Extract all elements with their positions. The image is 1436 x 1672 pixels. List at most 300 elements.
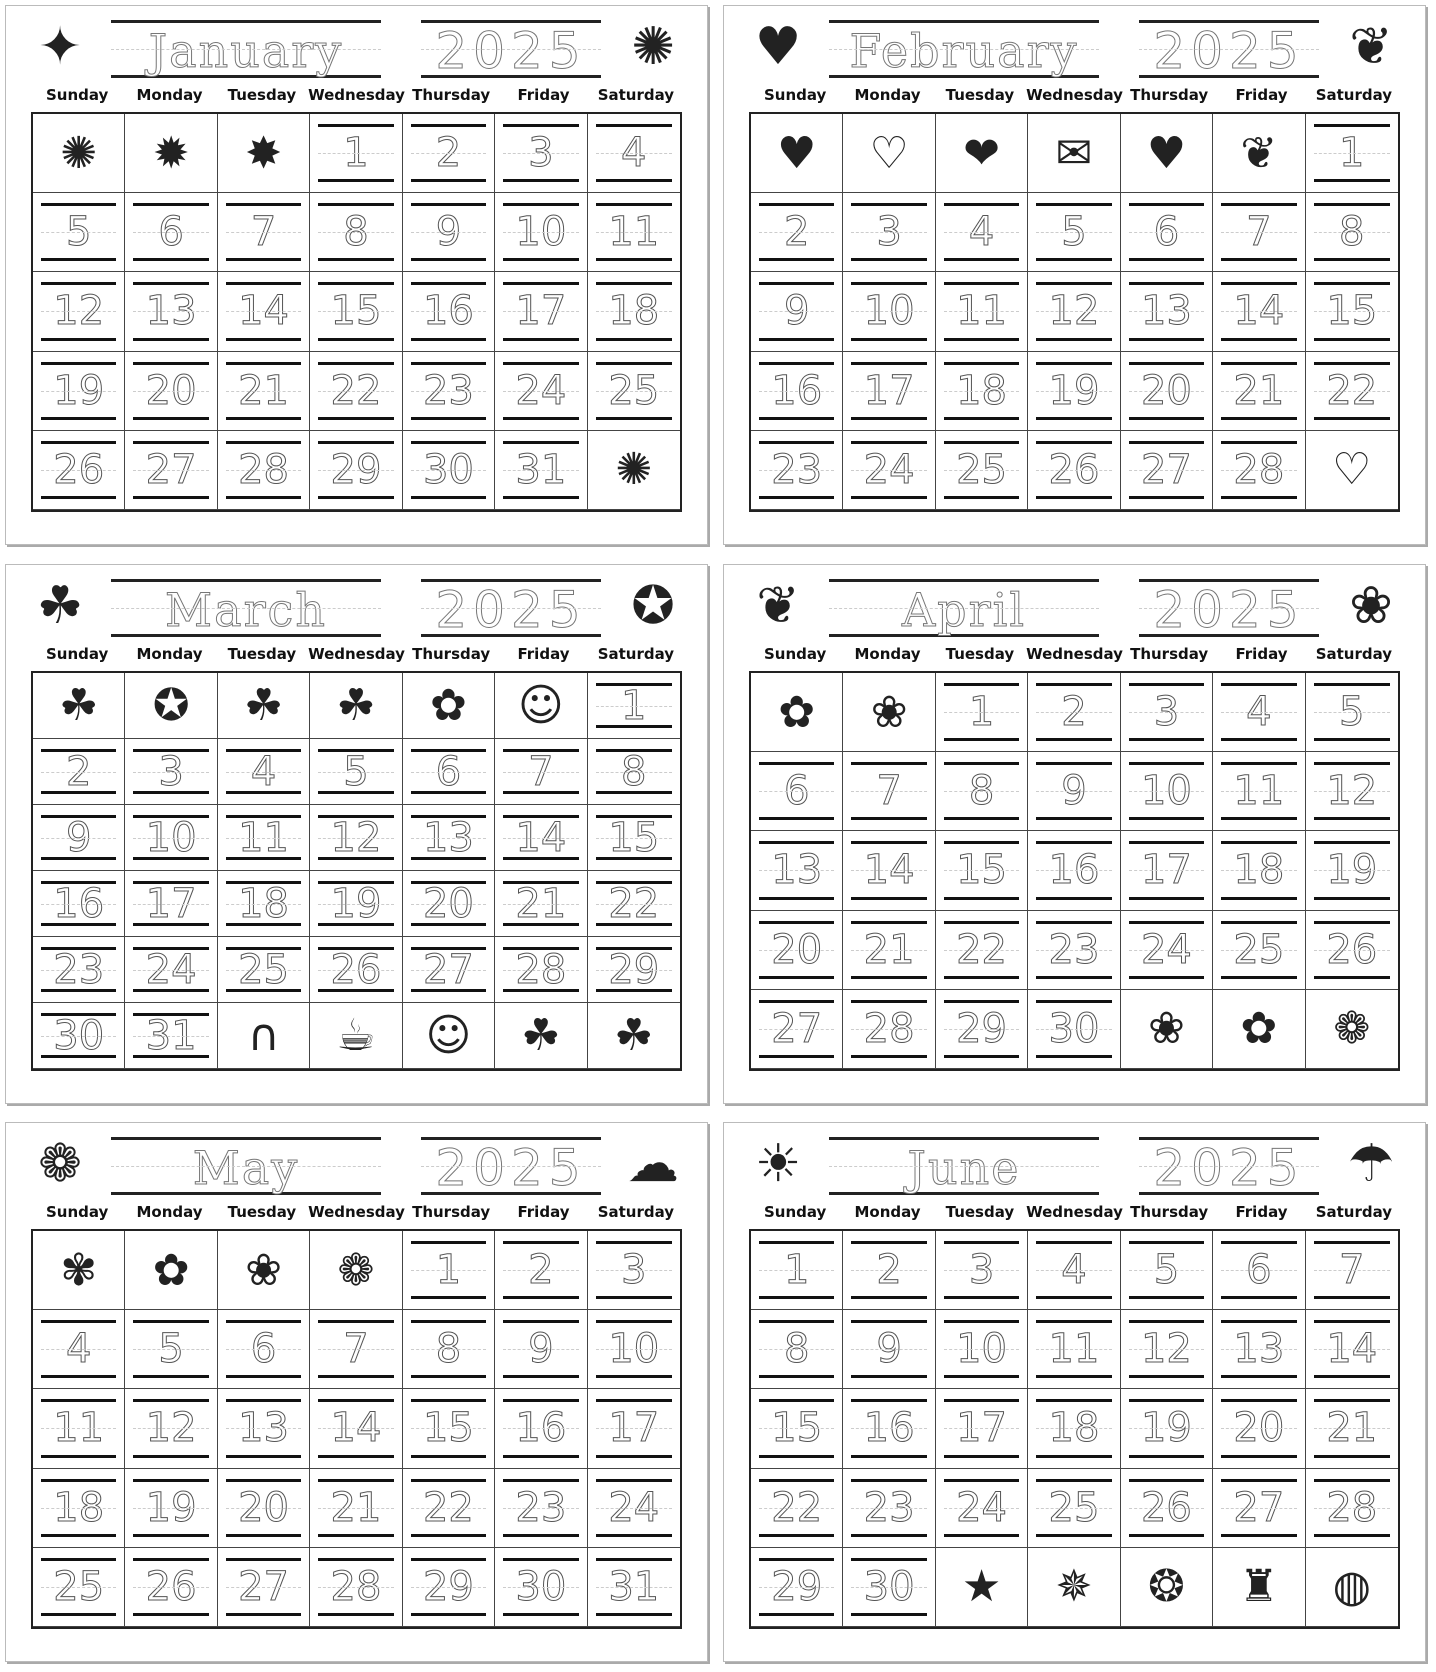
tracing-number: 9: [503, 1320, 578, 1378]
date-cell: [1213, 673, 1305, 752]
date-cell: [495, 1548, 587, 1627]
date-cell: [33, 871, 125, 937]
heart-chick-icon: ♥: [1146, 127, 1187, 179]
leprechaun-hat-icon: ☘: [36, 576, 84, 636]
tracing-number: 2: [759, 203, 834, 261]
picture-cell: [936, 114, 1028, 193]
date-cell: [403, 1548, 495, 1627]
tracing-number: 11: [1036, 1320, 1111, 1378]
tracing-number: 7: [503, 749, 578, 794]
tracing-number: 8: [759, 1320, 834, 1378]
date-cell: [310, 739, 402, 805]
date-cell: [1213, 752, 1305, 831]
date-cell: [588, 805, 680, 871]
date-cell: [495, 937, 587, 1003]
tracing-number: 18: [1221, 841, 1296, 899]
tracing-number: 9: [411, 203, 486, 261]
tracing-number: 29: [318, 441, 393, 499]
date-cell: [936, 1469, 1028, 1548]
tracing-number: 28: [1314, 1479, 1390, 1537]
date-cell: [936, 673, 1028, 752]
tracing-number: 9: [851, 1320, 926, 1378]
tracing-number: 9: [1036, 762, 1111, 820]
date-cell: [218, 871, 310, 937]
tracing-number: 24: [944, 1479, 1019, 1537]
date-cell: [1028, 1310, 1120, 1389]
tracing-number: 29: [759, 1558, 834, 1616]
tracing-number: 17: [851, 362, 926, 420]
picture-cell: [218, 114, 310, 193]
tracing-number: 8: [1314, 203, 1390, 261]
day-header: Tuesday: [227, 1203, 297, 1221]
date-cell: [403, 114, 495, 193]
date-cell: [33, 1310, 125, 1389]
picture-cell: [310, 1231, 402, 1310]
date-cell: [403, 1469, 495, 1548]
tracing-number: 23: [41, 947, 116, 992]
tracing-number: 16: [41, 881, 116, 926]
date-cell: [1028, 431, 1120, 510]
sandcastle-icon: ♜: [1239, 1561, 1279, 1613]
picture-cell: [1028, 114, 1120, 193]
date-cell: [1121, 352, 1213, 431]
tracing-number: 10: [596, 1320, 672, 1378]
date-cell: [125, 937, 217, 1003]
date-cell: [125, 739, 217, 805]
tracing-number: 13: [133, 282, 208, 340]
date-cell: [310, 1310, 402, 1389]
date-cell: [495, 1469, 587, 1548]
date-cell: [1028, 272, 1120, 351]
tracing-number: 22: [944, 921, 1019, 979]
leprechaun-icon: ☺: [517, 680, 564, 731]
tracing-number: 19: [318, 881, 393, 926]
tracing-number: 13: [226, 1399, 301, 1457]
date-cell: [33, 431, 125, 510]
day-header: Saturday: [597, 1203, 675, 1221]
tracing-number: 18: [41, 1479, 116, 1537]
day-header: Wednesday: [308, 86, 405, 104]
date-cell: [310, 805, 402, 871]
date-cell: [33, 352, 125, 431]
tracing-number: 13: [1129, 282, 1204, 340]
date-cell: [125, 193, 217, 272]
tracing-number: 1: [759, 1241, 834, 1299]
tracing-number: 17: [133, 881, 208, 926]
tracing-number: 17: [944, 1399, 1019, 1457]
clover-flowers-icon: ✿: [429, 680, 467, 731]
tracing-number: 1: [318, 124, 393, 182]
day-header: Thursday: [1130, 645, 1209, 663]
tracing-number: 8: [944, 762, 1019, 820]
tracing-number: 1: [596, 683, 672, 728]
tracing-number: 7: [1314, 1241, 1390, 1299]
tracing-number: 6: [1129, 203, 1204, 261]
tracing-number: 13: [759, 841, 834, 899]
date-cell: [588, 673, 680, 739]
heart-hands-icon: ♥: [754, 17, 802, 77]
picture-cell: [751, 673, 843, 752]
date-cell: [1121, 1389, 1213, 1468]
date-cell: [588, 871, 680, 937]
date-cell: [843, 752, 935, 831]
tracing-number: 19: [1036, 362, 1111, 420]
hearts-icon: ♡: [869, 127, 909, 179]
date-cell: [588, 352, 680, 431]
date-cell: [310, 193, 402, 272]
tracing-number: 30: [411, 441, 486, 499]
date-cell: [125, 352, 217, 431]
tracing-number: 21: [318, 1479, 393, 1537]
tracing-number: 31: [503, 441, 578, 499]
tracing-number: 17: [1129, 841, 1204, 899]
heart-balloons-icon: ❤: [963, 127, 1000, 179]
date-cell: [751, 1548, 843, 1627]
tracing-number: 1: [944, 683, 1019, 741]
month-title: April: [829, 579, 1099, 637]
tracing-number: 3: [503, 124, 578, 182]
day-header: Friday: [1235, 86, 1288, 104]
tracing-number: 19: [1314, 841, 1390, 899]
date-cell: [1121, 272, 1213, 351]
date-cell: [310, 431, 402, 510]
tracing-number: 4: [41, 1320, 116, 1378]
date-cell: [218, 272, 310, 351]
tracing-number: 6: [411, 749, 486, 794]
day-header: Sunday: [764, 1203, 827, 1221]
tracing-number: 14: [1314, 1320, 1390, 1378]
picture-cell: [33, 1231, 125, 1310]
day-header: Monday: [136, 1203, 203, 1221]
date-cell: [125, 805, 217, 871]
date-cell: [218, 431, 310, 510]
picture-cell: [218, 1231, 310, 1310]
tracing-number: 18: [944, 362, 1019, 420]
tracing-number: 22: [596, 881, 672, 926]
tracing-number: 21: [503, 881, 578, 926]
date-cell: [936, 352, 1028, 431]
date-cell: [936, 911, 1028, 990]
date-cell: [310, 272, 402, 351]
tracing-number: 4: [226, 749, 301, 794]
tracing-number: 3: [133, 749, 208, 794]
heart-box-icon: ♥: [776, 127, 817, 179]
date-cell: [1121, 673, 1213, 752]
tracing-number: 12: [1036, 282, 1111, 340]
snail-shell-icon: ❂: [1147, 1561, 1185, 1613]
date-cell: [495, 1310, 587, 1389]
tracing-number: 22: [411, 1479, 486, 1537]
picture-cell: [125, 114, 217, 193]
happy-st-patricks-icon: ☘: [521, 1010, 561, 1061]
day-header: Wednesday: [308, 1203, 405, 1221]
tracing-number: 11: [226, 815, 301, 860]
day-header: Thursday: [1130, 1203, 1209, 1221]
year-title: 2025: [1139, 1137, 1319, 1195]
firework-icon: ✺: [60, 127, 98, 179]
tracing-number: 4: [1036, 1241, 1111, 1299]
date-cell: [843, 431, 935, 510]
date-cell: [751, 193, 843, 272]
tracing-number: 20: [759, 921, 834, 979]
tracing-number: 20: [1129, 362, 1204, 420]
date-cell: [495, 805, 587, 871]
date-cell: [33, 739, 125, 805]
date-cell: [1121, 193, 1213, 272]
tracing-number: 30: [1036, 1000, 1111, 1058]
tracing-number: 18: [226, 881, 301, 926]
firework-icon: ✸: [245, 127, 282, 179]
date-cell: [495, 272, 587, 351]
date-cell: [125, 431, 217, 510]
tracing-number: 25: [226, 947, 301, 992]
date-cell: [588, 1469, 680, 1548]
tracing-number: 12: [41, 282, 116, 340]
tracing-number: 4: [596, 124, 672, 182]
date-cell: [588, 114, 680, 193]
tracing-number: 4: [944, 203, 1019, 261]
date-cell: [403, 193, 495, 272]
picture-cell: [1028, 1548, 1120, 1627]
date-cell: [310, 1469, 402, 1548]
tracing-number: 23: [1036, 921, 1111, 979]
tracing-number: 9: [41, 815, 116, 860]
day-headers: [749, 1203, 1400, 1221]
tracing-number: 26: [1314, 921, 1390, 979]
tracing-number: 13: [411, 815, 486, 860]
date-cell: [1213, 431, 1305, 510]
starfish-icon: ★: [961, 1561, 1002, 1613]
date-cell: [403, 1231, 495, 1310]
date-cell: [125, 1548, 217, 1627]
tracing-number: 5: [1036, 203, 1111, 261]
date-cell: [1121, 1469, 1213, 1548]
date-cell: [1306, 911, 1398, 990]
tracing-number: 14: [226, 282, 301, 340]
tracing-number: 11: [944, 282, 1019, 340]
tracing-number: 20: [133, 362, 208, 420]
month-panel-march: [5, 564, 708, 1104]
date-cell: [1306, 114, 1398, 193]
tracing-number: 10: [944, 1320, 1019, 1378]
date-cell: [843, 1548, 935, 1627]
date-cell: [751, 990, 843, 1069]
tracing-number: 21: [851, 921, 926, 979]
picture-cell: [843, 114, 935, 193]
tracing-number: 3: [851, 203, 926, 261]
tracing-number: 15: [1314, 282, 1390, 340]
date-cell: [495, 431, 587, 510]
tracing-number: 23: [759, 441, 834, 499]
date-cell: [218, 1310, 310, 1389]
tracing-number: 30: [41, 1013, 116, 1058]
tracing-number: 17: [596, 1399, 672, 1457]
day-headers: [31, 645, 682, 663]
date-cell: [751, 1231, 843, 1310]
tracing-number: 24: [1129, 921, 1204, 979]
tracing-number: 16: [851, 1399, 926, 1457]
date-cell: [1028, 352, 1120, 431]
day-header: Saturday: [1315, 86, 1393, 104]
date-cell: [843, 193, 935, 272]
tracing-number: 8: [318, 203, 393, 261]
tracing-number: 30: [851, 1558, 926, 1616]
tracing-number: 24: [503, 362, 578, 420]
flower-icon: ✿: [152, 1244, 190, 1296]
tracing-number: 19: [133, 1479, 208, 1537]
day-header: Sunday: [46, 86, 109, 104]
date-cell: [1306, 1389, 1398, 1468]
date-cell: [33, 805, 125, 871]
picture-cell: [403, 673, 495, 739]
day-header: Tuesday: [945, 86, 1015, 104]
picture-cell: [843, 673, 935, 752]
date-cell: [751, 272, 843, 351]
gift-icon: ✉: [1055, 127, 1093, 179]
date-cell: [1028, 990, 1120, 1069]
tracing-number: 6: [1221, 1241, 1296, 1299]
firework-icon: ✹: [152, 127, 190, 179]
date-cell: [495, 1389, 587, 1468]
day-header: Wednesday: [1026, 86, 1123, 104]
tracing-number: 6: [759, 762, 834, 820]
day-header: Tuesday: [227, 86, 297, 104]
date-cell: [1213, 911, 1305, 990]
tracing-number: 10: [503, 203, 578, 261]
tracing-number: 11: [1221, 762, 1296, 820]
tracing-number: 8: [596, 749, 672, 794]
picture-cell: [1306, 431, 1398, 510]
date-cell: [751, 1389, 843, 1468]
date-cell: [1213, 831, 1305, 910]
tracing-number: 11: [596, 203, 672, 261]
picture-cell: [33, 114, 125, 193]
date-cell: [843, 990, 935, 1069]
day-header: Monday: [136, 645, 203, 663]
tracing-number: 28: [1221, 441, 1296, 499]
date-cell: [33, 193, 125, 272]
tracing-number: 2: [503, 1241, 578, 1299]
tracing-number: 29: [596, 947, 672, 992]
picture-cell: [33, 673, 125, 739]
date-cell: [1306, 673, 1398, 752]
date-cell: [403, 805, 495, 871]
tracing-number: 15: [596, 815, 672, 860]
calendar-grid: [749, 1229, 1400, 1629]
tracing-number: 23: [503, 1479, 578, 1537]
picture-cell: [588, 1003, 680, 1069]
date-cell: [403, 739, 495, 805]
day-header: Sunday: [46, 1203, 109, 1221]
tracing-number: 28: [318, 1558, 393, 1616]
tracing-number: 25: [596, 362, 672, 420]
day-header: Friday: [517, 1203, 570, 1221]
day-header: Saturday: [597, 645, 675, 663]
flower-icon: ❁: [337, 1244, 375, 1296]
tracing-number: 7: [1221, 203, 1296, 261]
date-cell: [1028, 193, 1120, 272]
picture-cell: [1306, 1548, 1398, 1627]
date-cell: [1121, 911, 1213, 990]
day-headers: [31, 1203, 682, 1221]
tracing-number: 9: [759, 282, 834, 340]
tracing-number: 8: [411, 1320, 486, 1378]
tracing-number: 30: [503, 1558, 578, 1616]
day-header: Sunday: [46, 645, 109, 663]
tracing-number: 19: [1129, 1399, 1204, 1457]
day-header: Sunday: [764, 86, 827, 104]
butterfly-icon: ❦: [756, 576, 800, 636]
date-cell: [125, 1310, 217, 1389]
date-cell: [1213, 193, 1305, 272]
leprechaun-icon: ☺: [425, 1010, 472, 1061]
tracing-number: 14: [1221, 282, 1296, 340]
tracing-number: 18: [1036, 1399, 1111, 1457]
day-header: Friday: [517, 86, 570, 104]
clovers-icon: ☘: [614, 1010, 654, 1061]
picture-cell: [218, 673, 310, 739]
flower-icon: ❀: [1147, 1003, 1185, 1055]
calendar-grid: [31, 671, 682, 1071]
month-title: March: [111, 579, 381, 637]
balloons-icon: ☘: [58, 680, 99, 731]
picture-cell: [1213, 1548, 1305, 1627]
date-cell: [310, 871, 402, 937]
tracing-number: 19: [41, 362, 116, 420]
tracing-number: 25: [41, 1558, 116, 1616]
picture-cell: [751, 114, 843, 193]
picture-cell: [1213, 990, 1305, 1069]
tracing-number: 25: [1036, 1479, 1111, 1537]
tracing-number: 16: [411, 282, 486, 340]
tracing-number: 7: [226, 203, 301, 261]
tracing-number: 16: [759, 362, 834, 420]
date-cell: [936, 752, 1028, 831]
month-title: May: [111, 1137, 381, 1195]
date-cell: [1028, 752, 1120, 831]
tracing-number: 29: [411, 1558, 486, 1616]
date-cell: [1306, 272, 1398, 351]
tracing-number: 24: [133, 947, 208, 992]
tracing-number: 7: [318, 1320, 393, 1378]
date-cell: [588, 1389, 680, 1468]
date-cell: [403, 1389, 495, 1468]
day-header: Sunday: [764, 645, 827, 663]
picture-cell: [125, 1231, 217, 1310]
tracing-number: 26: [1036, 441, 1111, 499]
date-cell: [403, 272, 495, 351]
sun-cloud-icon: ☀: [754, 1134, 802, 1194]
date-cell: [1213, 1231, 1305, 1310]
tracing-number: 24: [596, 1479, 672, 1537]
picture-cell: [310, 673, 402, 739]
day-header: Monday: [136, 86, 203, 104]
date-cell: [1028, 831, 1120, 910]
tracing-number: 10: [851, 282, 926, 340]
calendar-grid: [31, 1229, 682, 1629]
date-cell: [936, 193, 1028, 272]
tracing-number: 26: [1129, 1479, 1204, 1537]
tracing-number: 12: [1129, 1320, 1204, 1378]
pot-of-gold-icon: ✪: [631, 576, 675, 636]
date-cell: [1121, 431, 1213, 510]
seashell-icon: ✵: [1055, 1561, 1093, 1613]
tracing-number: 2: [851, 1241, 926, 1299]
date-cell: [403, 1310, 495, 1389]
date-cell: [1121, 831, 1213, 910]
flower-icon: ✿: [1240, 1003, 1278, 1055]
day-header: Saturday: [1315, 1203, 1393, 1221]
